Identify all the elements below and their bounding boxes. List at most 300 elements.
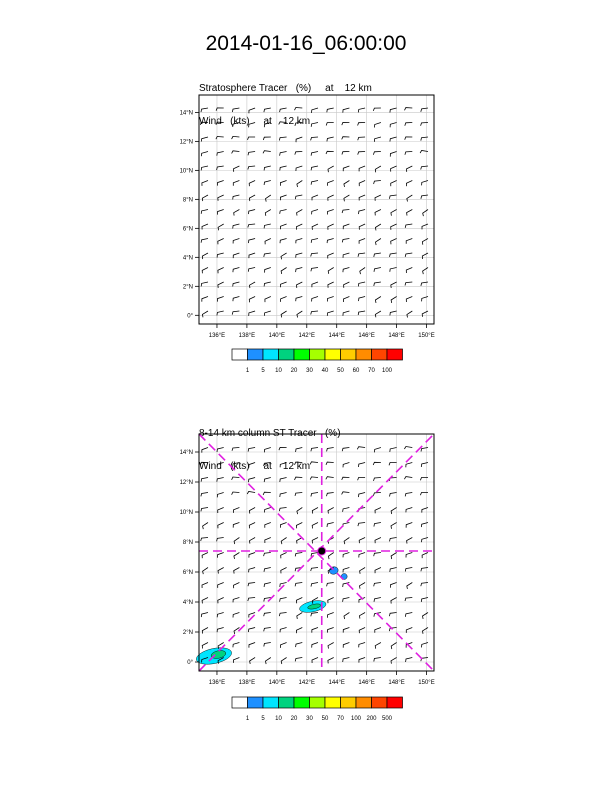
wind-barb <box>203 568 208 575</box>
wind-barb <box>312 523 318 529</box>
panel-1-title-line-1: Stratosphere Tracer (%) at 12 km <box>199 83 372 94</box>
wind-barb <box>358 523 365 527</box>
legend-level-label: 30 <box>306 716 313 722</box>
wind-barb <box>390 253 397 257</box>
legend-swatch <box>232 697 248 708</box>
wind-barb <box>327 239 334 244</box>
wind-barb <box>343 568 349 573</box>
wind-barb <box>391 508 397 515</box>
wind-barb <box>217 166 224 170</box>
wind-barb <box>250 658 256 664</box>
wind-barb <box>343 297 349 303</box>
wind-barb <box>297 613 303 619</box>
wind-barb <box>311 137 318 140</box>
legend-level-label: 30 <box>306 368 313 374</box>
legend-level-label: 70 <box>368 368 375 374</box>
wind-barb <box>202 598 208 604</box>
wind-barb <box>405 123 413 126</box>
wind-barb <box>327 210 333 215</box>
wind-barb <box>295 658 302 662</box>
wind-barb <box>374 658 381 662</box>
wind-barb <box>202 253 208 259</box>
wind-barb <box>343 108 350 113</box>
wind-barb <box>217 478 224 482</box>
wind-barb <box>360 268 365 275</box>
wind-barb <box>201 152 208 157</box>
plot-frame <box>199 95 434 324</box>
wind-barb <box>421 568 428 572</box>
wind-barb <box>264 123 271 128</box>
y-tick-label: 4°N <box>182 600 193 606</box>
wind-barb <box>343 463 349 468</box>
wind-barb <box>373 493 381 496</box>
wind-barb <box>421 195 428 199</box>
wind-barb <box>218 268 224 274</box>
wind-barb <box>233 613 239 618</box>
legend-level-label: 10 <box>275 368 282 374</box>
legend-level-label: 40 <box>321 368 329 374</box>
wind-barb <box>281 538 286 545</box>
wind-barb <box>423 613 429 619</box>
y-tick-label: 6°N <box>182 226 193 233</box>
wind-barb <box>233 523 239 528</box>
wind-barb <box>217 613 224 618</box>
wind-barb <box>249 553 255 558</box>
wind-barb <box>279 137 286 141</box>
wind-barb <box>234 553 240 559</box>
wind-barb <box>389 463 397 466</box>
wind-barb <box>248 598 255 602</box>
wind-barb <box>375 643 381 649</box>
wind-barb <box>374 523 381 527</box>
wind-barb <box>328 282 334 288</box>
wind-barb <box>202 297 208 302</box>
wind-barb <box>311 448 318 452</box>
wind-barb <box>264 224 271 228</box>
wind-barb <box>295 493 302 496</box>
panel-2-plot <box>180 434 435 686</box>
wind-barb <box>296 643 303 648</box>
wind-barb <box>391 553 397 560</box>
wind-barb <box>391 523 397 529</box>
wind-barb <box>405 568 412 572</box>
wind-barb <box>421 598 428 602</box>
wind-barb <box>343 508 350 512</box>
wind-barb <box>218 224 224 230</box>
wind-barb <box>264 166 271 171</box>
wind-barb <box>232 136 240 139</box>
legend-level-label: 20 <box>290 368 298 374</box>
wind-barb <box>359 195 365 201</box>
wind-barb <box>311 152 318 156</box>
wind-barb <box>203 523 208 530</box>
wind-barb <box>311 311 318 315</box>
wind-barb <box>248 448 255 452</box>
wind-barb <box>376 239 381 246</box>
wind-barb <box>375 508 381 514</box>
wind-barb <box>328 268 334 274</box>
wind-barb <box>280 239 287 244</box>
wind-barb <box>326 151 334 154</box>
wind-barb <box>358 311 365 315</box>
wind-barb <box>327 297 333 302</box>
panel-2-title-line-2: Wind (kts) at 12 km <box>199 461 311 472</box>
wind-barb <box>249 643 255 648</box>
wind-barb <box>264 583 271 588</box>
wind-barb <box>280 628 287 633</box>
wind-barb <box>312 224 318 230</box>
wind-barb <box>405 253 412 257</box>
wind-barb <box>233 297 240 302</box>
wind-barb <box>296 253 303 258</box>
wind-barb <box>390 123 397 128</box>
wind-barb <box>264 181 271 186</box>
wind-barb <box>201 166 208 170</box>
wind-barb <box>295 477 303 480</box>
wind-barb <box>295 462 303 465</box>
wind-barb <box>391 224 397 230</box>
wind-barb <box>233 224 240 229</box>
wind-barb <box>249 523 255 529</box>
wind-barb <box>217 253 224 258</box>
wind-barb <box>311 253 318 257</box>
wind-barb <box>405 493 412 497</box>
wind-barbs <box>200 447 428 665</box>
wind-barb <box>202 583 208 589</box>
wind-barb <box>247 492 255 495</box>
wind-barb <box>312 297 318 302</box>
wind-barb <box>391 239 397 245</box>
wind-barb <box>264 463 271 467</box>
wind-barb <box>327 523 334 528</box>
wind-barb <box>359 297 366 302</box>
wind-barb <box>297 282 303 288</box>
wind-barb <box>280 166 287 171</box>
wind-barb <box>264 613 271 617</box>
wind-barb <box>234 210 240 216</box>
wind-barb <box>263 137 271 140</box>
wind-barb <box>406 508 412 513</box>
wind-barb <box>265 239 271 245</box>
wind-barb <box>373 152 381 155</box>
panel-2-legend <box>232 697 403 722</box>
wind-barb <box>218 282 224 288</box>
wind-barb <box>359 224 365 230</box>
wind-barb <box>310 477 318 480</box>
wind-barb <box>265 268 271 273</box>
wind-barb <box>296 297 303 302</box>
wind-barb <box>344 282 350 288</box>
wind-barb <box>375 123 381 128</box>
wind-barb <box>264 108 271 112</box>
wind-barb <box>264 568 271 572</box>
x-tick-label: 148°E <box>388 680 405 686</box>
wind-barb <box>407 538 413 544</box>
x-tick-label: 140°E <box>268 680 286 686</box>
wind-barb <box>358 478 366 481</box>
wind-barb <box>264 628 271 632</box>
wind-barb <box>391 166 397 172</box>
wind-barb <box>218 523 224 529</box>
wind-barb <box>232 108 239 112</box>
wind-barb <box>421 583 428 587</box>
wind-barb <box>201 493 208 497</box>
wind-barb <box>296 523 302 529</box>
wind-barb <box>249 508 255 514</box>
legend-swatch <box>341 697 357 708</box>
wind-barb <box>311 583 318 587</box>
wind-barb <box>217 538 224 542</box>
wind-barb <box>232 492 240 495</box>
wind-barb <box>249 239 256 244</box>
wind-barb <box>404 447 412 450</box>
wind-barb <box>217 311 224 315</box>
legend-swatch <box>248 349 264 360</box>
wind-barb <box>232 477 240 480</box>
wind-barb <box>359 538 365 544</box>
wind-barb <box>263 492 271 495</box>
wind-barb <box>390 583 396 588</box>
wind-barb <box>358 108 365 112</box>
wind-barb <box>391 297 397 303</box>
wind-barb <box>407 195 413 202</box>
wind-barb <box>248 224 255 228</box>
x-tick-label: 136°E <box>208 680 226 686</box>
wind-barb <box>390 448 397 452</box>
wind-barb <box>232 448 239 451</box>
wind-barb <box>217 628 224 633</box>
wind-barb <box>201 137 208 142</box>
x-tick-label: 138°E <box>238 680 256 686</box>
wind-barb <box>296 598 302 604</box>
wind-barb <box>422 643 429 648</box>
wind-barb <box>344 538 349 545</box>
wind-barb <box>201 210 208 214</box>
wind-barb <box>295 152 303 155</box>
wind-barb <box>358 253 365 257</box>
wind-barb <box>233 268 240 273</box>
wind-barb <box>297 508 302 515</box>
wind-barb <box>374 553 381 557</box>
wind-barb <box>374 181 381 185</box>
legend-swatch <box>387 349 403 360</box>
wind-barb <box>248 583 255 587</box>
x-tick-label: 148°E <box>388 333 405 339</box>
wind-barb <box>233 239 239 244</box>
wind-barb <box>422 538 429 543</box>
wind-barb <box>218 583 224 588</box>
wind-barb <box>391 282 397 288</box>
wind-barb <box>407 210 413 216</box>
panel-1-legend <box>232 349 403 374</box>
wind-barb <box>358 123 366 126</box>
wind-barb <box>201 538 208 542</box>
wind-barb <box>311 613 318 617</box>
wind-barb <box>295 195 302 199</box>
legend-swatch <box>263 349 279 360</box>
wind-barb <box>391 598 397 604</box>
wind-barb <box>422 553 428 559</box>
legend-level-label: 500 <box>381 716 393 722</box>
wind-barb <box>343 523 350 527</box>
wind-barb <box>201 478 208 482</box>
legend-swatch <box>248 697 264 708</box>
wind-barb <box>421 137 428 141</box>
wind-barb <box>328 166 334 172</box>
wind-barb <box>406 181 412 187</box>
wind-barb <box>264 643 271 647</box>
wind-barb <box>281 643 287 648</box>
x-tick-label: 146°E <box>358 333 375 339</box>
wind-barb <box>201 282 208 286</box>
wind-barb <box>422 311 428 317</box>
wind-barb <box>312 538 318 544</box>
legend-level-label: 5 <box>261 716 265 722</box>
legend-swatch <box>310 349 326 360</box>
wind-barb <box>344 195 350 201</box>
wind-barb <box>202 628 208 634</box>
wind-barb <box>328 643 334 649</box>
x-tick-label: 142°E <box>298 680 315 686</box>
wind-barb <box>218 195 224 201</box>
wind-barb <box>312 210 318 215</box>
wind-barb <box>249 478 256 483</box>
wind-barb <box>374 598 381 602</box>
wind-barb <box>374 583 381 587</box>
panel-2-title-line-1: 8-14 km column ST Tracer (%) <box>199 428 341 439</box>
wind-barb <box>328 613 334 618</box>
wind-barb <box>360 613 366 619</box>
legend-swatch <box>279 697 295 708</box>
wind-barb <box>389 613 396 617</box>
wind-barb <box>421 166 428 170</box>
wind-barb <box>423 268 428 275</box>
y-tick-label: 0° <box>187 660 193 666</box>
wind-barb <box>280 181 286 186</box>
wind-barb <box>218 239 224 245</box>
wind-barb <box>311 568 318 572</box>
wind-barb <box>423 210 428 217</box>
y-tick-label: 8°N <box>182 540 193 546</box>
wind-barb <box>327 493 334 497</box>
wind-barb <box>375 224 381 230</box>
wind-barb <box>311 166 318 170</box>
wind-barb <box>217 463 224 468</box>
wind-barb <box>264 253 271 257</box>
wind-barb <box>328 195 334 201</box>
wind-barb <box>406 239 412 244</box>
wind-barb <box>312 643 318 648</box>
wind-barb <box>218 553 224 558</box>
wind-barb <box>421 123 428 126</box>
wind-barb <box>327 448 334 452</box>
wind-barb <box>342 137 350 140</box>
wind-barb <box>234 166 240 172</box>
y-tick-label: 2°N <box>182 630 193 636</box>
wind-barb <box>280 478 287 482</box>
legend-swatch <box>232 349 248 360</box>
wind-barb <box>279 122 287 125</box>
wind-barb <box>342 122 350 125</box>
wind-barb <box>423 628 429 634</box>
wind-barb <box>328 253 334 259</box>
wind-barb <box>217 493 223 498</box>
legend-swatch <box>356 349 372 360</box>
wind-barb <box>327 108 334 112</box>
wind-barb <box>420 478 428 481</box>
wind-barb <box>295 553 302 557</box>
wind-barb <box>263 151 271 154</box>
wind-barb <box>373 108 381 111</box>
wind-barb <box>358 282 365 286</box>
wind-barb <box>201 508 208 512</box>
wind-barb <box>265 523 271 528</box>
wind-barb <box>280 463 287 468</box>
y-tick-label: 12°N <box>179 480 193 486</box>
wind-barb <box>405 137 413 140</box>
wind-barb <box>375 166 381 172</box>
wind-barb <box>375 448 381 453</box>
legend-level-label: 100 <box>350 716 362 722</box>
wind-barb <box>250 282 256 288</box>
legend-level-label: 50 <box>321 716 329 722</box>
wind-barb <box>374 282 381 286</box>
wind-barb <box>326 123 334 126</box>
wind-barb <box>234 538 239 545</box>
wind-barb <box>374 253 381 257</box>
wind-barb <box>217 448 224 453</box>
wind-barb <box>232 311 239 315</box>
wind-barb <box>421 108 428 112</box>
wind-barb <box>406 658 413 663</box>
x-tick-label: 136°E <box>208 333 226 339</box>
y-tick-label: 4°N <box>182 255 193 262</box>
legend-level-label: 1 <box>245 716 250 722</box>
x-tick-label: 138°E <box>238 333 256 339</box>
wind-barb <box>249 195 255 201</box>
wind-barb <box>233 643 240 648</box>
legend-level-label: 200 <box>366 716 377 722</box>
wind-barb <box>390 568 397 572</box>
wind-barb <box>218 598 224 604</box>
wind-barb <box>297 210 303 216</box>
wind-barb <box>359 210 366 215</box>
wind-barb <box>406 297 412 303</box>
wind-barb <box>343 643 349 648</box>
y-tick-label: 10°N <box>179 510 193 516</box>
y-tick-label: 10°N <box>179 168 193 175</box>
wind-barb <box>358 137 365 140</box>
wind-barb <box>343 658 350 663</box>
wind-barb <box>343 598 350 602</box>
wind-barb <box>375 195 381 201</box>
wind-barb <box>217 210 223 215</box>
wind-barb <box>311 239 318 243</box>
wind-barb <box>200 122 208 125</box>
y-tick-label: 2°N <box>182 284 193 291</box>
wind-barb <box>390 538 397 542</box>
wind-barb <box>311 123 318 127</box>
wind-barb <box>202 224 208 230</box>
wind-barb <box>405 613 412 617</box>
wind-barb <box>405 598 412 602</box>
wind-barb <box>407 166 413 172</box>
wind-barb <box>359 239 365 244</box>
y-tick-label: 8°N <box>182 197 193 204</box>
y-tick-label: 0° <box>187 313 193 320</box>
x-tick-label: 146°E <box>358 680 375 686</box>
wind-barb <box>422 239 428 245</box>
